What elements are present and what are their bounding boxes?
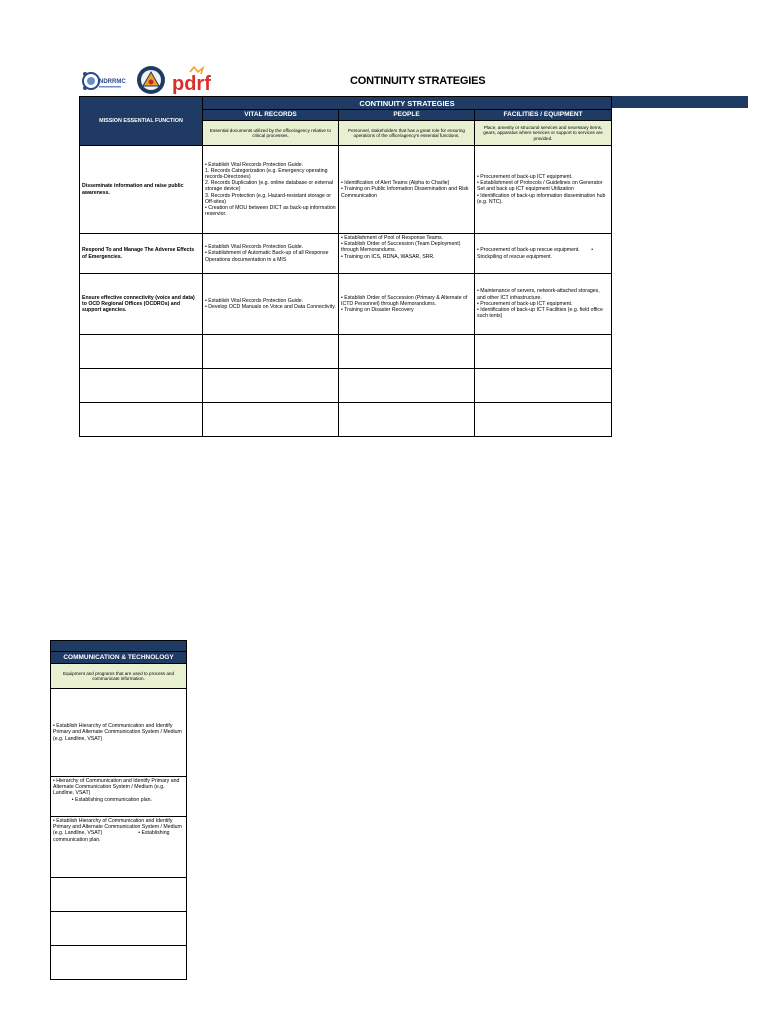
ndrrmc-text: NDRRMC [99, 79, 126, 85]
continuity-strategies-table [79, 96, 612, 437]
empty-cell [51, 912, 187, 946]
column-header-people: PEOPLE [339, 110, 475, 121]
mef-header: MISSION ESSENTIAL FUNCTION [80, 97, 203, 146]
pdrf-text: pdrf [172, 73, 211, 95]
facilities-cell: • Procurement of back-up rescue equipment. • Stockpiling of rescue equipment. [475, 234, 612, 274]
comm-top-band [51, 641, 187, 652]
people-cell: • Identification of Alert Teams (Alpha to Charlie) • Training on Public Information Dissemination and Risk Communication [339, 146, 475, 234]
table-row [80, 234, 612, 274]
header-strip [612, 96, 748, 108]
table-row [51, 817, 187, 878]
empty-cell [80, 369, 203, 403]
empty-cell [475, 335, 612, 369]
vital-records-cell: • Establish Vital Records Protection Guide. 1. Records Categorization (e.g. Emergency operating records-Directories) 2. Records Duplication (e.g. online database or external storage device) 3. Records Protection (e.g. Hazard-resistant storage or Off-sites) • Creation of MOU between DICT as back-up information reservior. [203, 146, 339, 234]
communication-technology-table [50, 640, 187, 980]
table-row [51, 878, 187, 912]
communication-cell: • Hierarchy of Communication and Identify Primary and Alternate Communication System / Medium (e.g. Landline, VSAT) • Establishing communication plan. [51, 777, 187, 817]
table-row [80, 403, 612, 437]
column-desc-people: Personnel, stakeholders that has a great role for ensuring operations of the office/agency's essential functions. [339, 121, 475, 146]
communication-cell: • Establish Hierarchy of Communication and Identify Primary and Alternate Communication System / Medium (e.g. Landline, VSAT) [51, 689, 187, 777]
column-header-vital-records: VITAL RECORDS [203, 110, 339, 121]
empty-cell [475, 403, 612, 437]
empty-cell [339, 369, 475, 403]
empty-cell [475, 369, 612, 403]
empty-cell [51, 878, 187, 912]
ndrrmc-logo [82, 66, 128, 96]
ocd-logo [136, 64, 166, 96]
facilities-cell: • Maintenance of servers, network-attached storages, and other ICT infrastructure. • Procurement of back-up ICT equipment. • Identification of back-up ICT Facilities (e.g. field office such tents) [475, 274, 612, 335]
table-row [51, 777, 187, 817]
column-header-facilities: FACILITIES / EQUIPMENT [475, 110, 612, 121]
empty-cell [80, 403, 203, 437]
empty-cell [339, 335, 475, 369]
empty-cell [203, 369, 339, 403]
communication-cell: • Establish Hierarchy of Communication and Identify Primary and Alternate Communication System / Medium (e.g. Landline, VSAT) • Establishing communication plan. [51, 817, 187, 878]
facilities-cell: • Procurement of back-up ICT equipment. • Establishment of Protocols / Guidelines on Generator Set and back up ICT equipment Utilization • Identification of back-up information dissemination hub (e.g. NTC). [475, 146, 612, 234]
vital-records-cell: • Establish Vital Records Protection Guide. • Establishment of Automatic Back-up of all Response Operations documentation in a MIS [203, 234, 339, 274]
table-row [80, 274, 612, 335]
empty-cell [51, 946, 187, 980]
column-desc-facilities: Place, amenity or structural services and necessary items, gears, apparatus where services or support to services are provided. [475, 121, 612, 146]
people-cell: • Establish Order of Succession (Primary & Alternate of ICTD Personnel) through Memorandums. • Training on Disaster Recovery [339, 274, 475, 335]
pdrf-logo [172, 66, 216, 96]
empty-cell [203, 403, 339, 437]
empty-cell [203, 335, 339, 369]
vital-records-cell: • Establish Vital Records Protection Guide. • Develop OCD Manuals on Voice and Data Connectivity. [203, 274, 339, 335]
column-desc-communication: Equipment and programs that are used to process and communicate information. [51, 664, 187, 689]
people-cell: • Establishment of Pool of Response Teams. • Establish Order of Succession (Team Deployment) through Memorandums. • Training on ICS, RDNA, WASAR, SRR. [339, 234, 475, 274]
table-row [80, 335, 612, 369]
mef-cell: Respond To and Manage The Adverse Effects of Emergencies. [80, 234, 203, 274]
column-desc-vital-records: Essential documents utilized by the office/agency relative to critical processes. [203, 121, 339, 146]
table-row [80, 369, 612, 403]
empty-cell [80, 335, 203, 369]
table-row [51, 912, 187, 946]
table-row [51, 689, 187, 777]
table-row [51, 946, 187, 980]
page-title: CONTINUITY STRATEGIES [350, 75, 486, 87]
mef-cell: Ensure effective connectivity (voice and data) to OCD Regional Offices (OCDROs) and support agencies. [80, 274, 203, 335]
table-row [80, 146, 612, 234]
group-header: CONTINUITY STRATEGIES [203, 97, 612, 110]
empty-cell [339, 403, 475, 437]
column-header-communication: COMMUNICATION & TECHNOLOGY [51, 652, 187, 664]
mef-cell: Disseminate information and raise public awareness. [80, 146, 203, 234]
